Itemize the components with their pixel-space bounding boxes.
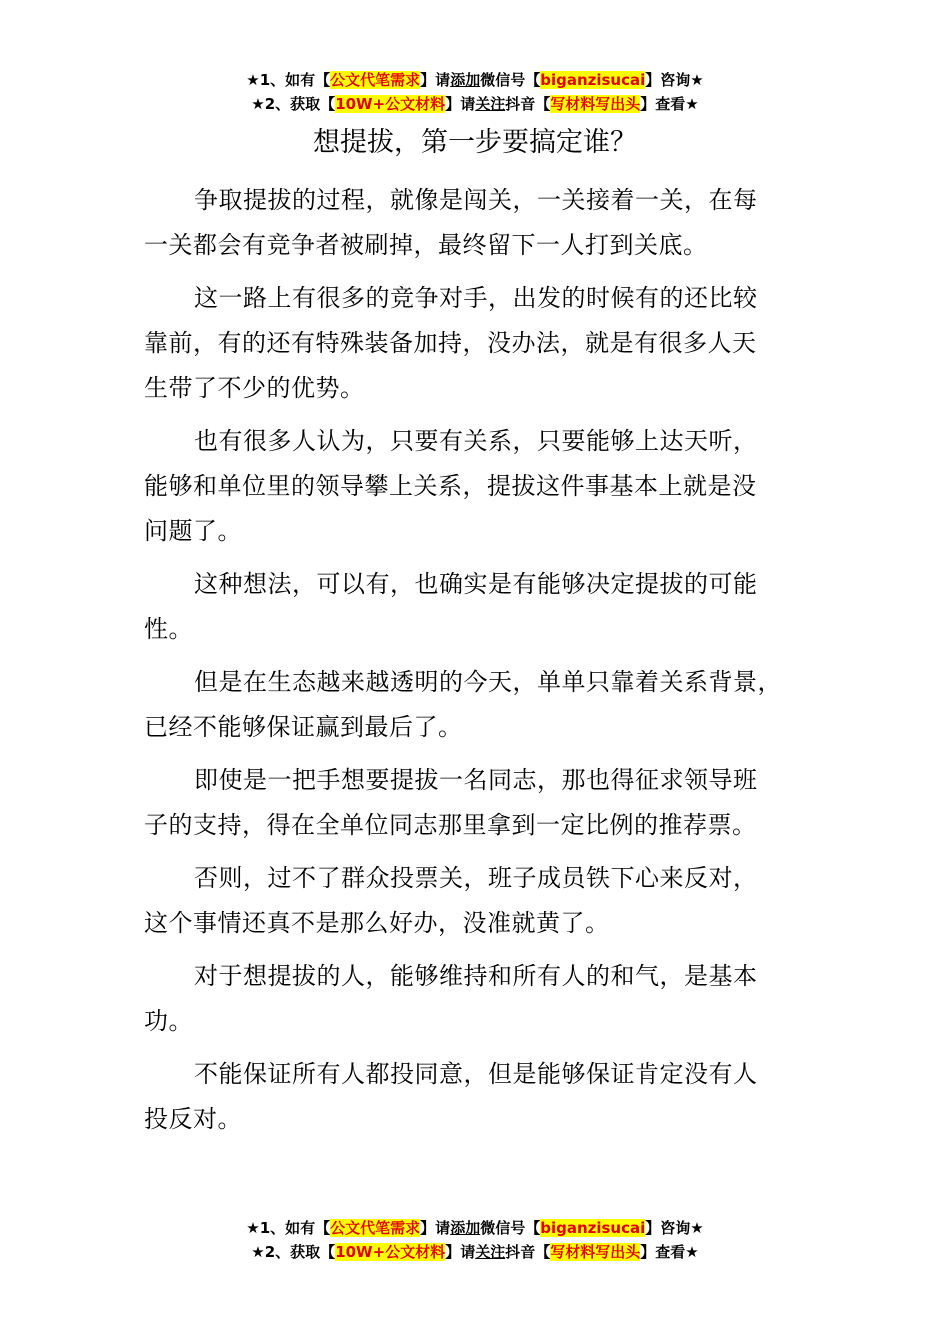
- header-ad-line-2-middle-1: 】请: [445, 95, 476, 113]
- footer-ad-line-1-prefix: ★1、如有【: [246, 1219, 331, 1237]
- footer-ad-line-1-middle-2: 微信号【: [480, 1219, 541, 1237]
- footer-ad-line-2: [0, 1240, 950, 1264]
- paragraph: [144, 562, 844, 652]
- header-ad-line-2-highlight-1: 10W+公文材料: [335, 95, 446, 113]
- footer-ad-line-2-suffix: 】查看★: [640, 1243, 699, 1261]
- footer-ad-line-2-highlight-2: 写材料写出头: [550, 1243, 641, 1261]
- paragraph: [144, 1052, 844, 1142]
- paragraph-line: 投反对。: [144, 1105, 242, 1133]
- footer-ad-line-2-underlined: 关注: [475, 1243, 506, 1261]
- footer-ad: [0, 1216, 950, 1264]
- paragraph: [144, 758, 844, 848]
- paragraph: [144, 276, 844, 411]
- paragraph-line: 性。: [144, 615, 193, 643]
- header-ad-line-2: [0, 92, 950, 116]
- paragraph-line: 问题了。: [144, 517, 242, 545]
- header-ad: [0, 68, 950, 116]
- paragraph-line: 这个事情还真不是那么好办，没准就黄了。: [144, 909, 610, 937]
- paragraph-line: 已经不能够保证赢到最后了。: [144, 713, 463, 741]
- page-title: 想提拔，第一步要搞定谁？: [313, 127, 637, 158]
- paragraph: [144, 660, 844, 750]
- header-ad-line-2-middle-2: 抖音【: [505, 95, 551, 113]
- footer-ad-line-1-highlight-2: biganzisucai: [540, 1219, 646, 1237]
- header-ad-line-2-suffix: 】查看★: [640, 95, 699, 113]
- paragraph-line: 这一路上有很多的竞争对手，出发的时候有的还比较: [194, 284, 758, 312]
- footer-ad-line-2-prefix: ★2、获取【: [251, 1243, 336, 1261]
- footer-ad-line-1-highlight-1: 公文代笔需求: [330, 1219, 421, 1237]
- paragraph-line: 也有很多人认为，只要有关系，只要能够上达天听，: [194, 427, 758, 455]
- paragraph: [144, 419, 844, 554]
- paragraph-line: 子的支持，得在全单位同志那里拿到一定比例的推荐票。: [144, 811, 757, 839]
- paragraph-line: 能够和单位里的领导攀上关系，提拔这件事基本上就是没: [144, 472, 757, 500]
- footer-ad-line-2-middle-2: 抖音【: [505, 1243, 551, 1261]
- footer-ad-line-1-middle-1: 】请: [420, 1219, 451, 1237]
- paragraph-line: 即使是一把手想要提拔一名同志，那也得征求领导班: [194, 766, 758, 794]
- header-ad-line-1-middle-1: 】请: [420, 71, 451, 89]
- header-ad-line-1-highlight-1: 公文代笔需求: [330, 71, 421, 89]
- header-ad-line-1-middle-2: 微信号【: [480, 71, 541, 89]
- header-ad-line-2-underlined: 关注: [475, 95, 506, 113]
- footer-ad-line-2-highlight-1: 10W+公文材料: [335, 1243, 446, 1261]
- paragraph-line: 但是在生态越来越透明的今天，单单只靠着关系背景，: [194, 668, 782, 696]
- footer-ad-line-1: [0, 1216, 950, 1240]
- paragraph-line: 不能保证所有人都投同意，但是能够保证肯定没有人: [194, 1060, 758, 1088]
- article-body: [144, 178, 844, 1150]
- paragraph-line: 生带了不少的优势。: [144, 374, 365, 402]
- header-ad-line-1-underlined: 添加: [450, 71, 481, 89]
- footer-ad-line-2-middle-1: 】请: [445, 1243, 476, 1261]
- header-ad-line-1-suffix: 】咨询★: [645, 71, 704, 89]
- paragraph-line: 这种想法，可以有，也确实是有能够决定提拔的可能: [194, 570, 758, 598]
- paragraph-line: 对于想提拔的人，能够维持和所有人的和气，是基本: [194, 962, 758, 990]
- paragraph: [144, 178, 844, 268]
- header-ad-line-2-prefix: ★2、获取【: [251, 95, 336, 113]
- paragraph-line: 否则，过不了群众投票关，班子成员铁下心来反对，: [194, 864, 758, 892]
- footer-ad-line-1-suffix: 】咨询★: [645, 1219, 704, 1237]
- header-ad-line-1-prefix: ★1、如有【: [246, 71, 331, 89]
- header-ad-line-1: [0, 68, 950, 92]
- paragraph: [144, 856, 844, 946]
- paragraph-line: 争取提拔的过程，就像是闯关，一关接着一关，在每: [194, 186, 758, 214]
- footer-ad-line-1-underlined: 添加: [450, 1219, 481, 1237]
- header-ad-line-2-highlight-2: 写材料写出头: [550, 95, 641, 113]
- header-ad-line-1-highlight-2: biganzisucai: [540, 71, 646, 89]
- paragraph-line: 靠前，有的还有特殊装备加持，没办法，就是有很多人天: [144, 329, 757, 357]
- paragraph-line: 一关都会有竞争者被刷掉，最终留下一人打到关底。: [144, 231, 708, 259]
- paragraph-line: 功。: [144, 1007, 193, 1035]
- paragraph: [144, 954, 844, 1044]
